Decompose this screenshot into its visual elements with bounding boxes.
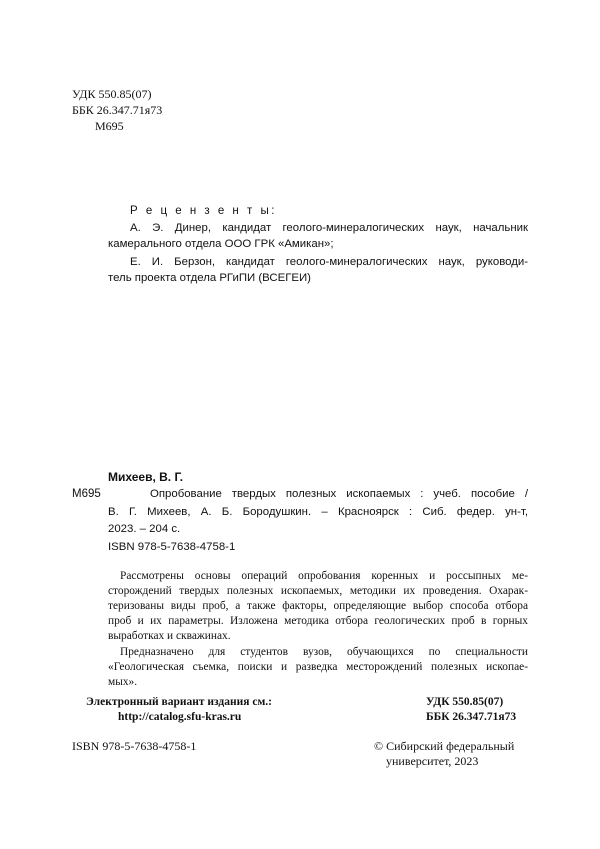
card-isbn: ISBN 978-5-7638-4758-1: [108, 541, 236, 553]
udk-code: УДК 550.85(07): [72, 87, 152, 101]
electronic-label: Электронный вариант издания см.:: [86, 696, 272, 708]
card-mark: М695: [72, 488, 101, 500]
reviewers-title: Р е ц е н з е н т ы:: [130, 205, 277, 217]
card-desc-line-3: 2023. – 204 с.: [108, 523, 181, 535]
copyright-line-1: © Сибирский федеральный: [374, 739, 515, 753]
electronic-url: http://catalog.sfu-kras.ru: [118, 711, 242, 723]
abstract-p2-line-2: «Геологическая съемка, поиски и разведка месторождений полезных ископае-: [108, 661, 528, 673]
abstract-p1-line-2: сторождений твердых полезных ископаемых, методики их проведения. Охарак-: [108, 585, 528, 597]
bottom-isbn: ISBN 978-5-7638-4758-1: [72, 739, 197, 753]
bbk-code: ББК 26.347.71я73: [72, 103, 163, 117]
card-author: Михеев, В. Г.: [108, 470, 184, 484]
footer-bbk: ББК 26.347.71я73: [426, 711, 517, 723]
reviewer-1-line-1: А. Э. Динер, кандидат геолого-минералогических наук, начальник: [130, 222, 528, 234]
abstract-p1-line-4: проб и их параметры. Изложена методика отбора геологических проб в горных: [108, 615, 528, 627]
reviewer-2-line-1: Е. И. Берзон, кандидат геолого-минералогических наук, руководи-: [130, 256, 528, 268]
abstract-p2-line-1: Предназначено для студентов вузов, обучающихся по специальности: [120, 646, 528, 658]
reviewer-1-line-2: камерального отдела ООО ГРК «Амикан»;: [108, 238, 334, 250]
abstract-p2-line-3: мых».: [108, 676, 138, 688]
copyright-line-2: университет, 2023: [386, 754, 479, 768]
footer-udk: УДК 550.85(07): [426, 696, 504, 708]
abstract-p1-line-1: Рассмотрены основы операций опробования коренных и россыпных ме-: [120, 570, 528, 582]
card-desc-line-1: Опробование твердых полезных ископаемых : учеб. пособие /: [150, 488, 528, 500]
abstract-p1-line-3: теризованы виды проб, а также факторы, определяющие выбор способа отбора: [108, 600, 528, 612]
reviewer-2-line-2: тель проекта отдела РГиПИ (ВСЕГЕИ): [108, 272, 311, 284]
abstract-p1-line-5: выработках и скважинах.: [108, 630, 231, 642]
card-desc-line-2: В. Г. Михеев, А. Б. Бородушкин. – Красноярск : Сиб. федер. ун-т,: [108, 506, 528, 518]
author-mark: М695: [95, 119, 124, 133]
